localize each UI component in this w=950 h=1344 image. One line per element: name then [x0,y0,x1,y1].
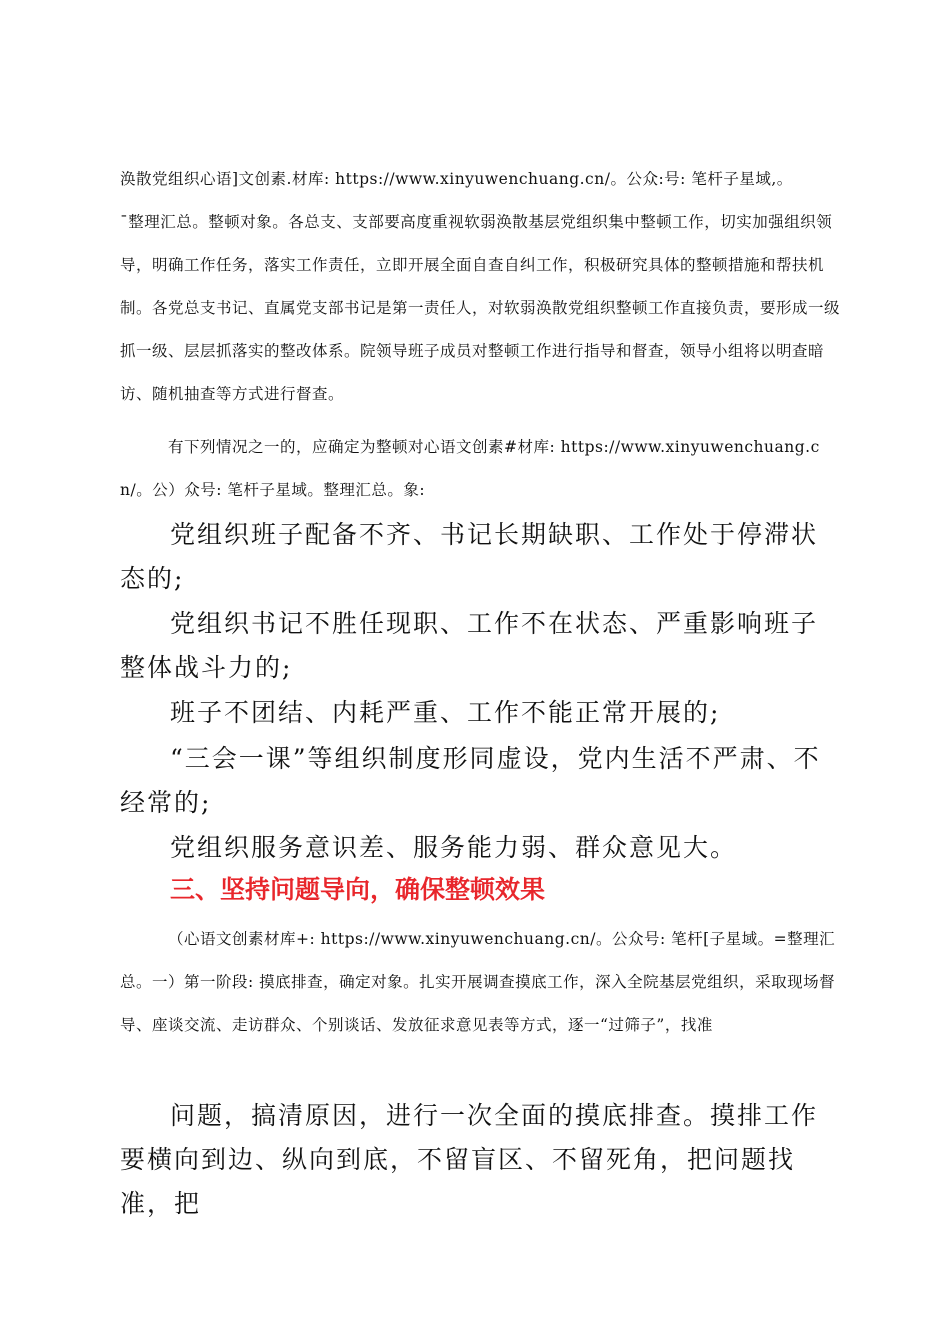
paragraph-body-4: 问题，搞清原因，进行一次全面的摸底排查。摸排工作要横向到边、纵向到底，不留盲区、不留死角，把问题找准，把 [120,1101,819,1218]
criteria-item-4: “三会一课”等组织制度形同虚设，党内生活不严肃、不经常的; [120,744,821,817]
paragraph-line-1: 涣散党组织心语]文创素.材库: https://www.xinyuwenchuang.cn/。公众:号: 笔杆子星域,。 [120,170,793,188]
section-heading: 三、坚持问题导向，确保整顿效果 [170,875,546,904]
paragraph-body-2: 有下列情况之一的，应确定为整顿对心语文创素#材库: https://www.xinyuwenchuang.cn/。公）众号: 笔杆子星域。整理汇总。象: [120,438,820,499]
paragraph-body-3: （心语文创素材库+: https://www.xinyuwenchuang.cn/。公众号: 笔杆[子星域。=整理汇总。一）第一阶段: 摸底排查，确定对象。扎实开展调查摸底工作，深入全院基层党组织，采取现场督导、座谈交流、走访群众、个别谈话、发放征求意见表等方式，逐一“过筛子”，找准 [120,930,836,1034]
criteria-item-3: 班子不团结、内耗严重、工作不能正常开展的; [170,698,721,727]
criteria-item-1: 党组织班子配备不齐、书记长期缺职、工作处于停滞状态的; [120,520,819,593]
paragraph-body-1: ¯整理汇总。整顿对象。各总支、支部要高度重视软弱涣散基层党组织集中整顿工作，切实加强组织领导，明确工作任务，落实工作责任，立即开展全面自查自纠工作，积极研究具体的整顿措施和帮扶机制。各党总支书记、直属党支部书记是第一责任人，对软弱涣散党组织整顿工作直接负责，要形成一级抓一级、层层抓落实的整改体系。院领导班子成员对整顿工作进行指导和督查，领导小组将以明查暗访、随机抽查等方式进行督查。 [120,213,841,403]
criteria-item-2: 党组织书记不胜任现职、工作不在状态、严重影响班子整体战斗力的; [120,609,819,682]
criteria-item-5: 党组织服务意识差、服务能力弱、群众意见大。 [170,833,738,862]
